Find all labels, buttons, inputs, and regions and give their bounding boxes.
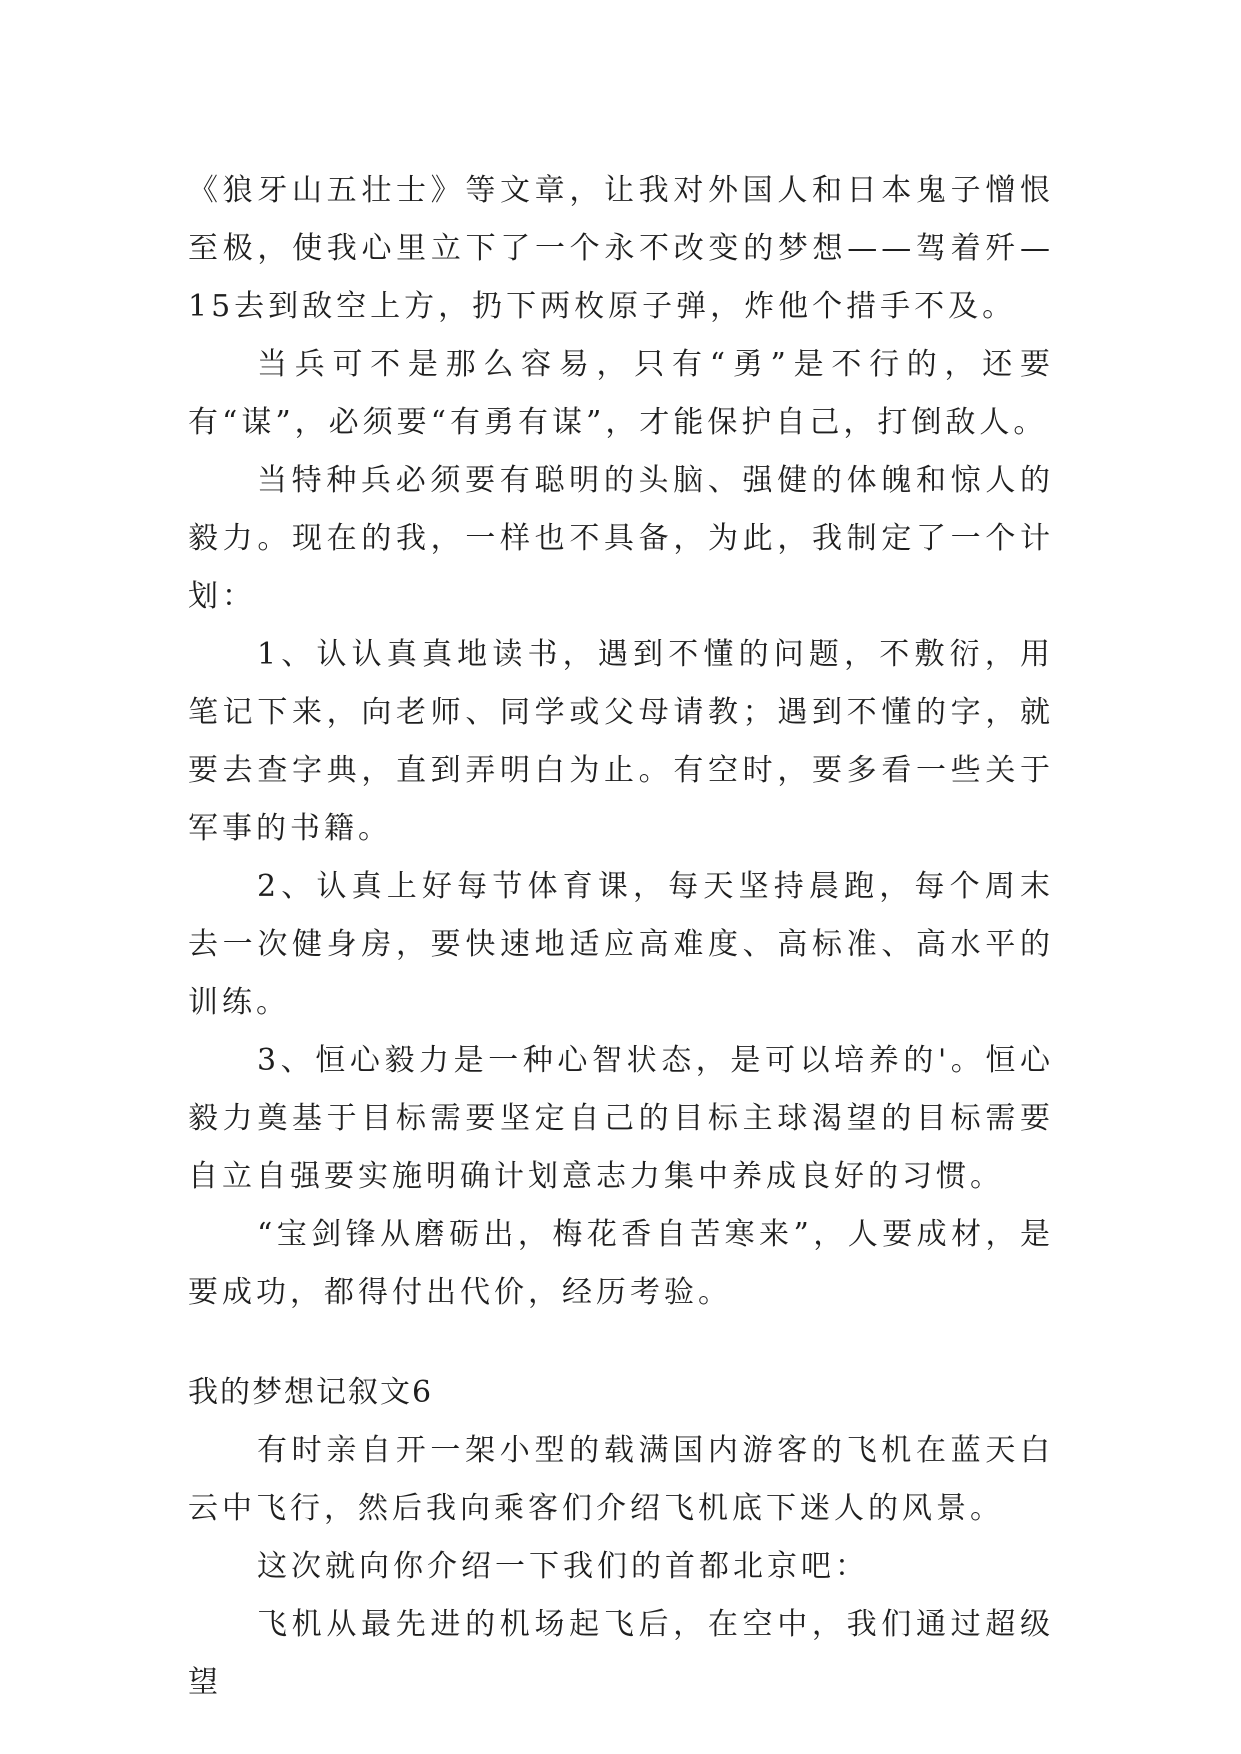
section-heading: 我的梦想记叙文6	[188, 1375, 434, 1410]
paragraph-9: 这次就向你介绍一下我们的首都北京吧：	[257, 1549, 869, 1584]
paragraph-4: 1、认认真真地读书，遇到不懂的问题，不敷衍，用笔记下来，向老师、同学或父母请教；遇到不懂的字，就要去查字典，直到弄明白为止。有空时，要多看一些关于军事的书籍。	[188, 637, 1054, 846]
paragraph-10: 飞机从最先进的机场起飞后，在空中，我们通过超级望	[188, 1607, 1054, 1700]
paragraph-3: 当特种兵必须要有聪明的头脑、强健的体魄和惊人的毅力。现在的我，一样也不具备，为此，我制定了一个计划：	[188, 463, 1054, 614]
paragraph-8: 有时亲自开一架小型的载满国内游客的飞机在蓝天白云中飞行，然后我向乘客们介绍飞机底下迷人的风景。	[188, 1433, 1054, 1526]
document-body	[188, 162, 1054, 1712]
paragraph-7: “宝剑锋从磨砺出，梅花香自苦寒来”，人要成材，是要成功，都得付出代价，经历考验。	[188, 1217, 1054, 1310]
paragraph-5: 2、认真上好每节体育课，每天坚持晨跑，每个周末去一次健身房，要快速地适应高难度、高标准、高水平的训练。	[188, 869, 1054, 1020]
paragraph-6: 3、恒心毅力是一种心智状态，是可以培养的'。恒心毅力奠基于目标需要坚定自己的目标主球渴望的目标需要自立自强要实施明确计划意志力集中养成良好的习惯。	[188, 1043, 1054, 1194]
paragraph-2: 当兵可不是那么容易，只有“勇”是不行的，还要有“谋”，必须要“有勇有谋”，才能保护自己，打倒敌人。	[188, 347, 1054, 440]
paragraph-1: 《狼牙山五壮士》等文章，让我对外国人和日本鬼子憎恨至极，使我心里立下了一个永不改变的梦想——驾着歼—15去到敌空上方，扔下两枚原子弹，炸他个措手不及。	[188, 173, 1054, 324]
